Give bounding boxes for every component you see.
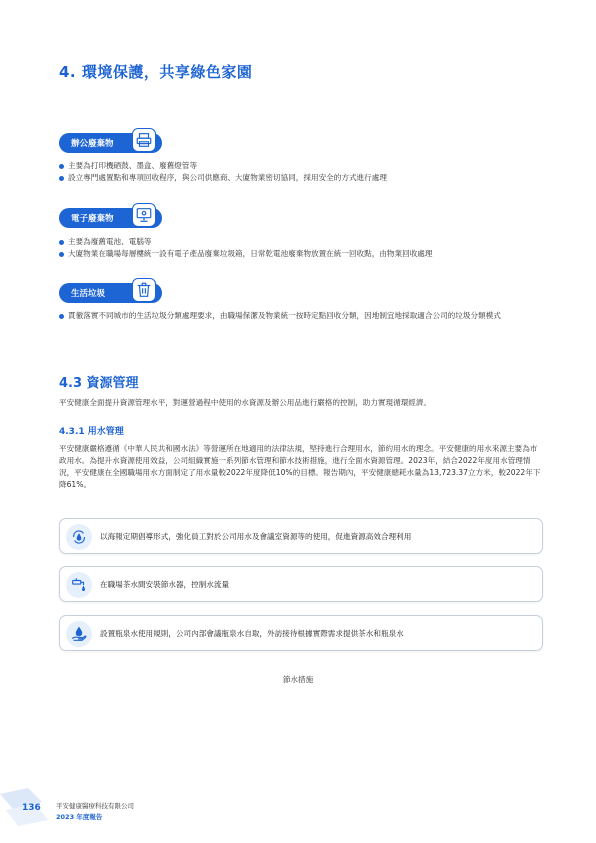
water-cycle-icon (66, 524, 92, 550)
list-item: 大廈物業在職場每層樓統一設有電子產品廢棄垃圾箱，日常乾電池廢棄物放置在統一回收點，由物業回收處理 (59, 248, 549, 260)
e-waste-list (59, 236, 549, 260)
figure-caption: 節水措施 (282, 675, 314, 684)
water-management-body: 平安健康嚴格遵循《中華人民共和國水法》等營運所在地適用的法律法規，堅持進行合理用水，節約用水的理念。平安健康的用水來源主要為市政用水。為提升水資源使用效益，公司組織實施一系列節水管理和節水技術措施，進行全面水資源管理。2023年，結合2022年度用水管理情況，平安健康在全國職場用水方面制定了用水量較2022年度降低10%的目標。報告期內，平安健康總耗水量為13,723.37立方米，較2022年下降61%。 (59, 444, 541, 489)
list-item: 設立專門處置點和專項回收程序，與公司供應商、大廈物業密切協同，採用安全的方式進行處理 (59, 172, 549, 184)
office-waste-list (59, 160, 549, 184)
printer-icon (132, 128, 156, 152)
footer-report: 2023 年度報告 (56, 813, 103, 821)
page-number: 136 (22, 803, 41, 813)
computer-icon (132, 203, 156, 227)
water-management-title: 4.3.1 用水管理 (59, 427, 124, 437)
measure-text: 以海報定期倡導形式，強化員工對於公司用水及會議室資源等的使用，促進資源高效合理利用 (100, 532, 412, 541)
household-waste-list (59, 310, 549, 322)
measure-text: 在職場茶水間安裝節水器，控制水流量 (100, 580, 230, 589)
list-item: 主要為廢舊電池、電腦等 (59, 236, 549, 248)
measure-box (59, 518, 543, 554)
measure-box (59, 615, 543, 651)
resources-title: 4.3 資源管理 (59, 376, 139, 391)
trash-bin-icon (132, 278, 156, 302)
list-item: 主要為打印機硒鼓、墨盒、廢舊燈管等 (59, 160, 549, 172)
measure-box (59, 566, 543, 602)
section-title: 4. 環境保護，共享綠色家園 (59, 63, 253, 81)
measure-text: 設置瓶泉水使用規則，公司內部會議瓶泉水自取，外訪接待根據實際需求提供茶水和瓶泉水 (100, 629, 404, 638)
water-drop-hand-icon (66, 621, 92, 647)
category-label: 生活垃圾 (71, 289, 106, 299)
list-item: 貫徹落實不同城市的生活垃圾分類處理要求，由職場保潔及物業統一按時定點回收分類，因地制宜地採取適合公司的垃圾分類模式 (59, 310, 549, 322)
category-label: 電子廢棄物 (71, 214, 114, 224)
category-tag-office-waste (59, 133, 162, 153)
category-tag-e-waste (59, 208, 162, 228)
category-label: 辦公廢棄物 (71, 139, 114, 149)
category-tag-household-waste (59, 283, 162, 303)
footer-company: 平安健康醫療科技有限公司 (56, 802, 134, 810)
resources-intro: 平安健康全面提升資源管理水平，對運營過程中使用的水資源及辦公用品進行嚴格的控制，助力實現循環經濟。 (59, 398, 432, 407)
water-faucet-icon (66, 572, 92, 598)
